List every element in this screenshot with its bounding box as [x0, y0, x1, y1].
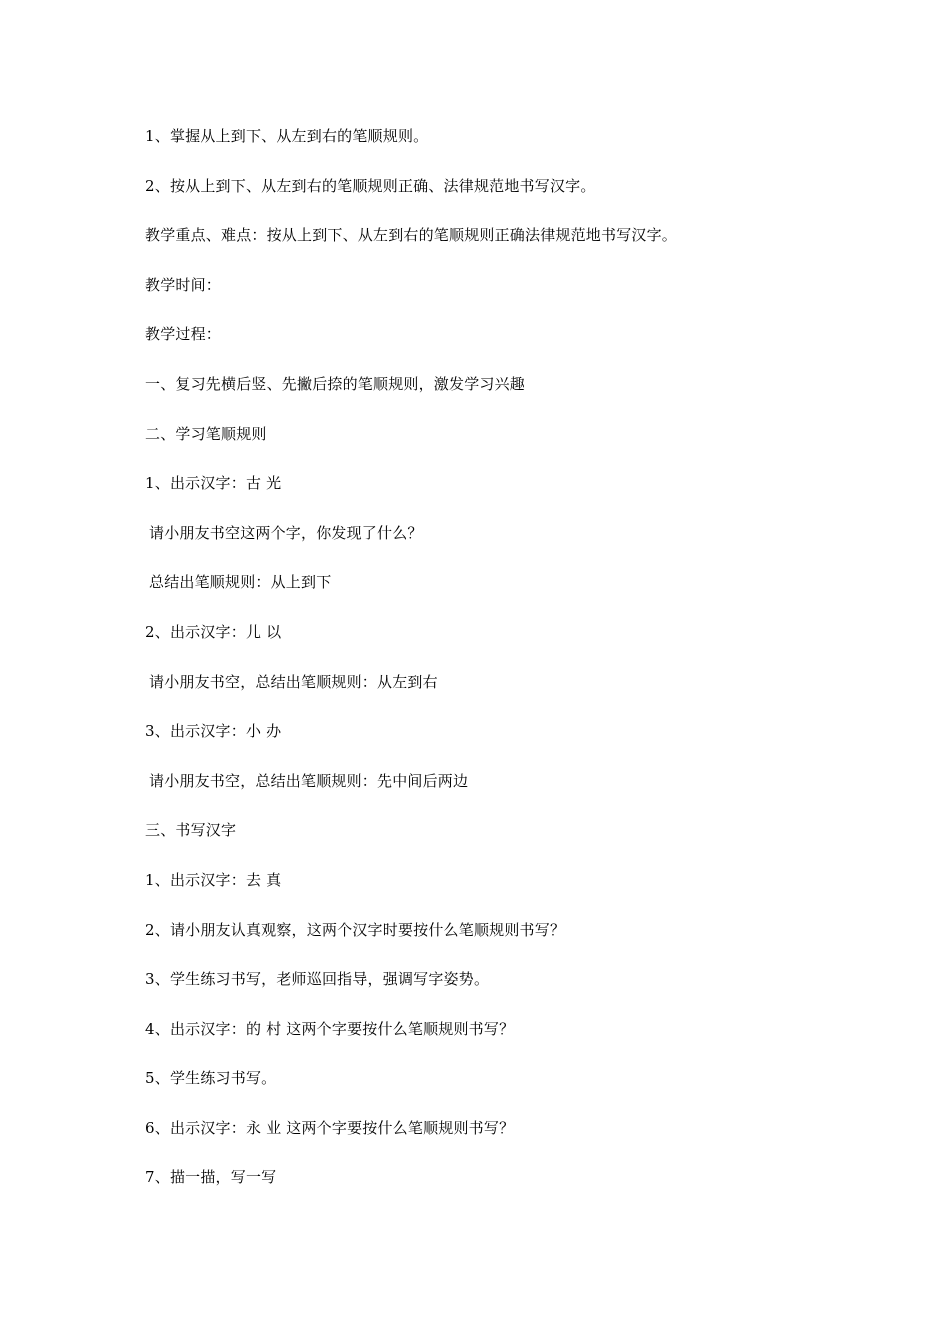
list-item: 2、出示汉字：儿 以	[145, 622, 282, 641]
list-item: 5、学生练习书写。	[145, 1069, 277, 1088]
section-heading-3: 三、书写汉字	[145, 821, 237, 840]
teaching-process-label: 教学过程：	[145, 325, 222, 344]
section-heading-1: 一、复习先横后竖、先撇后捺的笔顺规则，激发学习兴趣	[145, 374, 526, 393]
list-item-note: 总结出笔顺规则：从上到下	[149, 573, 332, 592]
list-item: 1、出示汉字：去 真	[145, 870, 282, 889]
key-points-line: 教学重点、难点：按从上到下、从左到右的笔顺规则正确法律规范地书写汉字。	[145, 226, 678, 245]
list-item-note: 请小朋友书空，总结出笔顺规则：从左到右	[149, 672, 438, 691]
list-item: 1、出示汉字：古 光	[145, 474, 282, 493]
teaching-time-label: 教学时间：	[145, 275, 222, 294]
list-item: 6、出示汉字：永 业 这两个字要按什么笔顺规则书写？	[145, 1118, 515, 1137]
list-item: 2、请小朋友认真观察，这两个汉字时要按什么笔顺规则书写？	[145, 920, 566, 939]
list-item: 3、出示汉字：小 办	[145, 722, 282, 741]
section-heading-2: 二、学习笔顺规则	[145, 424, 267, 443]
list-item-note: 请小朋友书空，总结出笔顺规则：先中间后两边	[149, 771, 469, 790]
list-item: 4、出示汉字：的 村 这两个字要按什么笔顺规则书写？	[145, 1019, 515, 1038]
document-body	[145, 122, 845, 1213]
list-item-note: 请小朋友书空这两个字，你发现了什么？	[149, 523, 423, 542]
objective-line-1: 1、掌握从上到下、从左到右的笔顺规则。	[145, 127, 429, 145]
list-item: 3、学生练习书写，老师巡回指导，强调写字姿势。	[145, 970, 490, 989]
list-item: 7、描一描，写一写	[145, 1168, 277, 1187]
objective-line-2: 2、按从上到下、从左到右的笔顺规则正确、法律规范地书写汉字。	[145, 176, 596, 195]
